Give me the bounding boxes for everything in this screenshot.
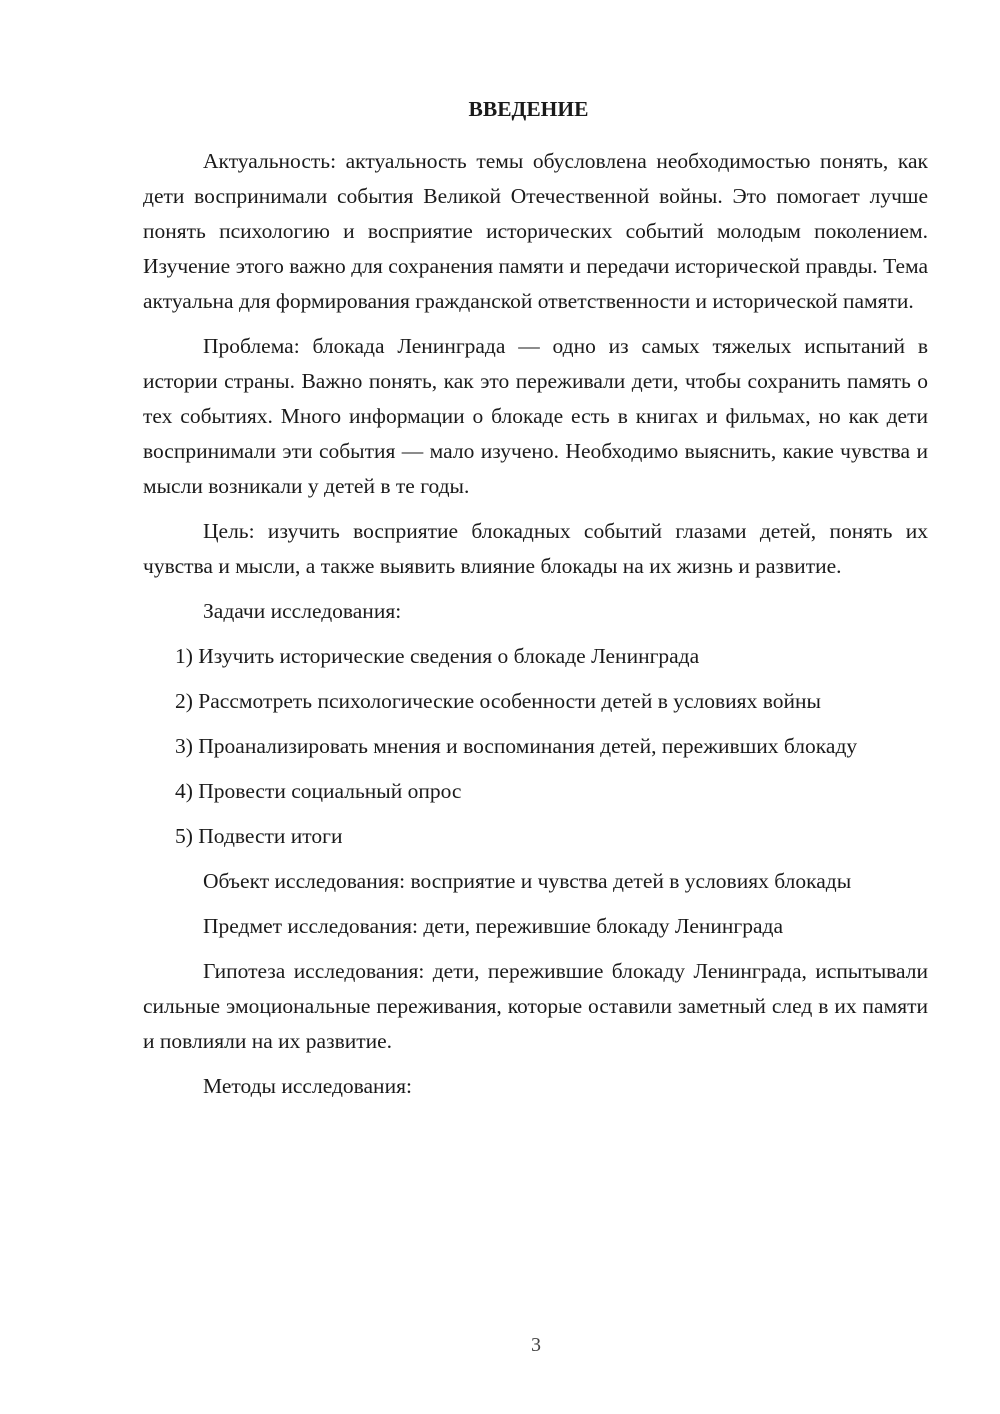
hypothesis-paragraph: Гипотеза исследования: дети, пережившие блокаду Ленинграда, испытывали сильные эмоциональные переживания, которые оставили заметный след в их памяти и повлияли на их развитие.: [143, 959, 928, 1053]
task-item-1: 1) Изучить исторические сведения о блокаде Ленинграда: [175, 644, 700, 668]
page-title: [143, 92, 928, 127]
subject-paragraph: Предмет исследования: дети, пережившие блокаду Ленинграда: [203, 914, 783, 938]
relevance-paragraph: Актуальность: актуальность темы обусловлена необходимостью понять, как дети воспринимали события Великой Отечественной войны. Это помогает лучше понять психологию и восприятие исторических событий молодым поколением. Изучение этого важно для сохранения памяти и передачи исторической правды. Тема актуальна для формирования гражданской ответственности и исторической памяти.: [143, 149, 928, 313]
page-number: 3: [531, 1334, 541, 1356]
task-item-4: 4) Провести социальный опрос: [175, 779, 462, 803]
task-item-2: 2) Рассмотреть психологические особенности детей в условиях войны: [175, 689, 821, 713]
methods-heading: Методы исследования:: [203, 1074, 412, 1098]
task-item-5: 5) Подвести итоги: [175, 824, 343, 848]
problem-paragraph: Проблема: блокада Ленинграда — одно из самых тяжелых испытаний в истории страны. Важно понять, как это переживали дети, чтобы сохранить память о тех событиях. Много информации о блокаде есть в книгах и фильмах, но как дети воспринимали эти события — мало изучено. Необходимо выяснить, какие чувства и мысли возникали у детей в те годы.: [143, 334, 928, 498]
object-paragraph: Объект исследования: восприятие и чувства детей в условиях блокады: [203, 869, 852, 893]
goal-paragraph: Цель: изучить восприятие блокадных событий глазами детей, понять их чувства и мысли, а также выявить влияние блокады на их жизнь и развитие.: [143, 519, 928, 578]
page-title-text: ВВЕДЕНИЕ: [468, 97, 589, 121]
task-item-3: 3) Проанализировать мнения и воспоминания детей, переживших блокаду: [175, 734, 858, 758]
page-body: [143, 92, 928, 1114]
tasks-heading: Задачи исследования:: [203, 599, 402, 623]
